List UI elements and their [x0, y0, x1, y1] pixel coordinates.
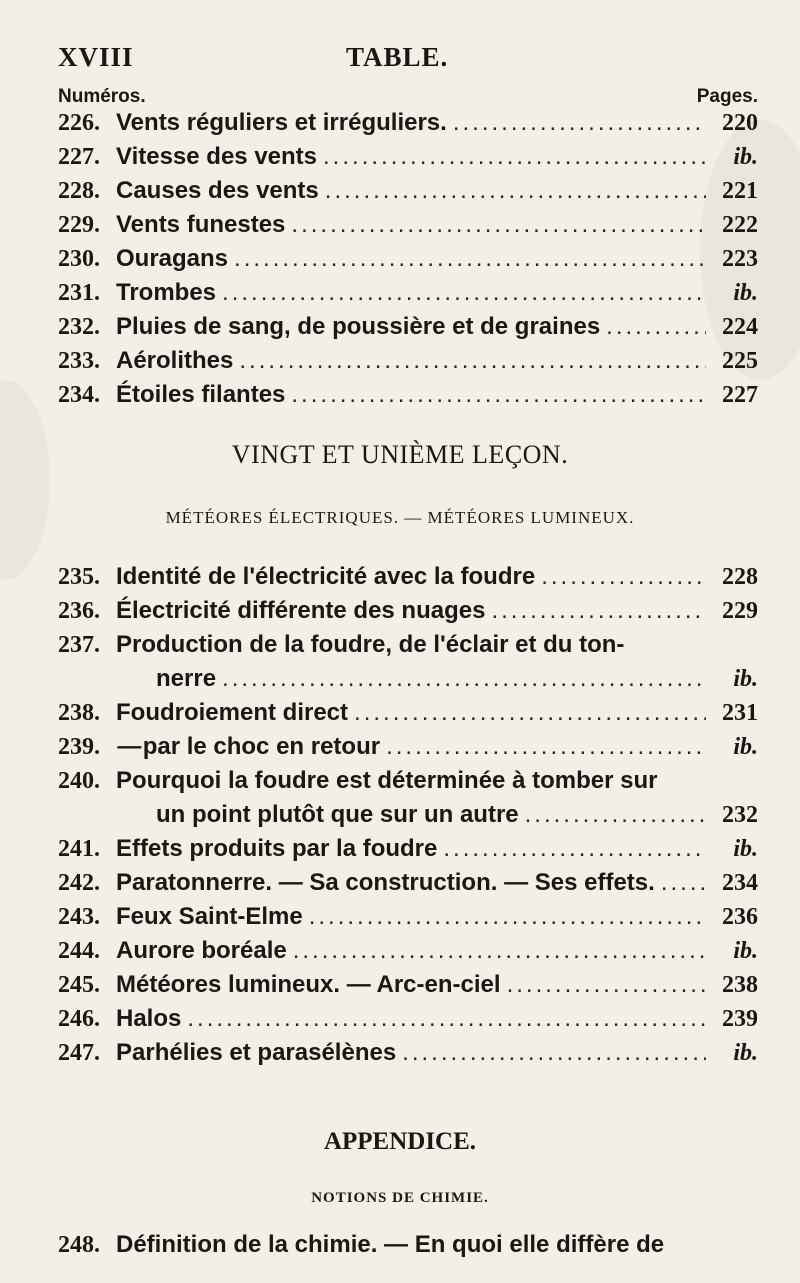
entry-number: 234. [58, 382, 100, 408]
entry-page: 234 [722, 870, 758, 896]
entry-text: Pourquoi la foudre est déterminée à tomber sur [116, 767, 658, 794]
entry-page: 231 [722, 700, 758, 726]
leader-dots [443, 834, 706, 864]
entry-text: Production de la foudre, de l'éclair et du ton- [116, 631, 625, 658]
entry-number: 239. [58, 734, 100, 760]
leader-dots [309, 902, 706, 932]
paper-stain [0, 380, 50, 580]
entry-number: 242. [58, 870, 100, 896]
leader-dots [222, 664, 706, 694]
entry-text: Vents réguliers et irréguliers. [116, 109, 447, 136]
entry-text: Feux Saint-Elme [116, 903, 303, 930]
entry-number: 238. [58, 700, 100, 726]
lesson-title: VINGT ET UNIÈME LEÇON. [231, 440, 569, 469]
entry-number: 227. [58, 144, 100, 170]
leader-dots [354, 698, 706, 728]
entry-page: 221 [722, 178, 758, 204]
leader-dots [453, 108, 706, 138]
toc-entry [58, 596, 758, 630]
entry-number: 243. [58, 904, 100, 930]
entry-number: 247. [58, 1040, 100, 1066]
entry-page: ib. [733, 666, 758, 692]
toc-entry [58, 868, 758, 902]
entry-number: 237. [58, 632, 100, 658]
leader-dots [234, 244, 706, 274]
entry-text: Causes des vents [116, 177, 319, 204]
toc-entry [58, 380, 758, 414]
leader-dots [293, 936, 706, 966]
entry-number: 248. [58, 1232, 100, 1258]
leader-dots [291, 380, 706, 410]
entry-text: Aurore boréale [116, 937, 287, 964]
toc-entry [58, 732, 758, 766]
entry-page: ib. [733, 280, 758, 306]
entry-number: 240. [58, 768, 100, 794]
toc-entry [58, 902, 758, 936]
entry-page: 228 [722, 564, 758, 590]
toc-entry-continuation [58, 800, 758, 834]
toc-entry [58, 630, 758, 664]
entry-number: 231. [58, 280, 100, 306]
entry-page: 224 [722, 314, 758, 340]
toc-entry [58, 1230, 758, 1264]
leader-dots [222, 278, 706, 308]
toc-entry [58, 766, 758, 800]
toc-entry [58, 970, 758, 1004]
entry-text: un point plutôt que sur un autre [156, 801, 519, 828]
entry-number: 229. [58, 212, 100, 238]
leader-dots [491, 596, 706, 626]
entry-number: 246. [58, 1006, 100, 1032]
leader-dots [507, 970, 706, 1000]
toc-entry [58, 210, 758, 244]
appendix-title: APPENDICE. [323, 1128, 477, 1155]
entry-text: Météores lumineux. — Arc-en-ciel [116, 971, 501, 998]
toc-entry [58, 278, 758, 312]
leader-dots [325, 176, 706, 206]
entry-page: 222 [722, 212, 758, 238]
leader-dots [239, 346, 706, 376]
entry-number: 232. [58, 314, 100, 340]
entry-page: ib. [733, 1040, 758, 1066]
page-number: XVIII [58, 42, 134, 72]
toc-entry [58, 346, 758, 380]
entry-page: ib. [733, 144, 758, 170]
toc-entry [58, 1004, 758, 1038]
entry-number: 233. [58, 348, 100, 374]
toc-entry-continuation [58, 664, 758, 698]
toc-entry [58, 834, 758, 868]
entry-text: Identité de l'électricité avec la foudre [116, 563, 536, 590]
entry-text: Aérolithes [116, 347, 234, 374]
entry-number: 245. [58, 972, 100, 998]
entry-text: Foudroiement direct [116, 699, 349, 726]
entry-text: par le choc en retour [142, 733, 381, 760]
entry-text: Étoiles filantes [116, 381, 286, 408]
numeros-heading: Numéros. [58, 86, 146, 107]
entry-text: Paratonnerre. — Sa construction. — Ses effets. [116, 869, 655, 896]
entry-text: nerre [156, 665, 217, 692]
toc-entry [58, 1038, 758, 1072]
leader-dots [187, 1004, 706, 1034]
page-title: TABLE. [346, 42, 449, 72]
entry-page: 229 [722, 598, 758, 624]
toc-section-appendix [58, 1230, 758, 1264]
entry-page: 220 [722, 110, 758, 136]
entry-page: 236 [722, 904, 758, 930]
entry-number: 235. [58, 564, 100, 590]
leader-dots [386, 732, 706, 762]
entry-page: 232 [722, 802, 758, 828]
column-headings [58, 86, 758, 108]
entry-text: Parhélies et parasélènes [116, 1039, 397, 1066]
entry-text: Halos [116, 1005, 182, 1032]
ditto-dash: — [117, 733, 142, 760]
appendix-subtitle: NOTIONS DE CHIMIE. [311, 1190, 489, 1206]
toc-entry [58, 142, 758, 176]
leader-dots [291, 210, 706, 240]
entry-page: 238 [722, 972, 758, 998]
toc-entry [58, 312, 758, 346]
toc-entry [58, 562, 758, 596]
toc-entry [58, 244, 758, 278]
toc-section-a [58, 108, 758, 414]
entry-number: 236. [58, 598, 100, 624]
entry-page: 225 [722, 348, 758, 374]
entry-page: 227 [722, 382, 758, 408]
toc-section-b [58, 562, 758, 1072]
leader-dots [525, 800, 706, 830]
entry-text: Définition de la chimie. — En quoi elle diffère de [116, 1231, 665, 1258]
entry-page: ib. [733, 836, 758, 862]
entry-number: 226. [58, 110, 100, 136]
lesson-subtitle: MÉTÉORES ÉLECTRIQUES. — MÉTÉORES LUMINEUX. [165, 508, 635, 527]
entry-number: 241. [58, 836, 100, 862]
pages-heading: Pages. [696, 86, 758, 107]
leader-dots [323, 142, 706, 172]
entry-text: Pluies de sang, de poussière et de graines [116, 313, 601, 340]
toc-entry [58, 698, 758, 732]
entry-number: 228. [58, 178, 100, 204]
entry-page: ib. [733, 938, 758, 964]
toc-entry [58, 108, 758, 142]
entry-text: Ouragans [116, 245, 229, 272]
entry-text: Trombes [116, 279, 217, 306]
toc-entry [58, 176, 758, 210]
toc-entry [58, 936, 758, 970]
entry-number: 230. [58, 246, 100, 272]
leader-dots [606, 312, 706, 342]
entry-number: 244. [58, 938, 100, 964]
entry-text: Vitesse des vents [116, 143, 318, 170]
entry-page: 223 [722, 246, 758, 272]
leader-dots [661, 868, 706, 898]
entry-text: Vents funestes [116, 211, 286, 238]
entry-page: 239 [722, 1006, 758, 1032]
leader-dots [541, 562, 706, 592]
entry-text: Effets produits par la foudre [116, 835, 438, 862]
entry-page: ib. [733, 734, 758, 760]
entry-text: Électricité différente des nuages [116, 597, 486, 624]
leader-dots [402, 1038, 706, 1068]
